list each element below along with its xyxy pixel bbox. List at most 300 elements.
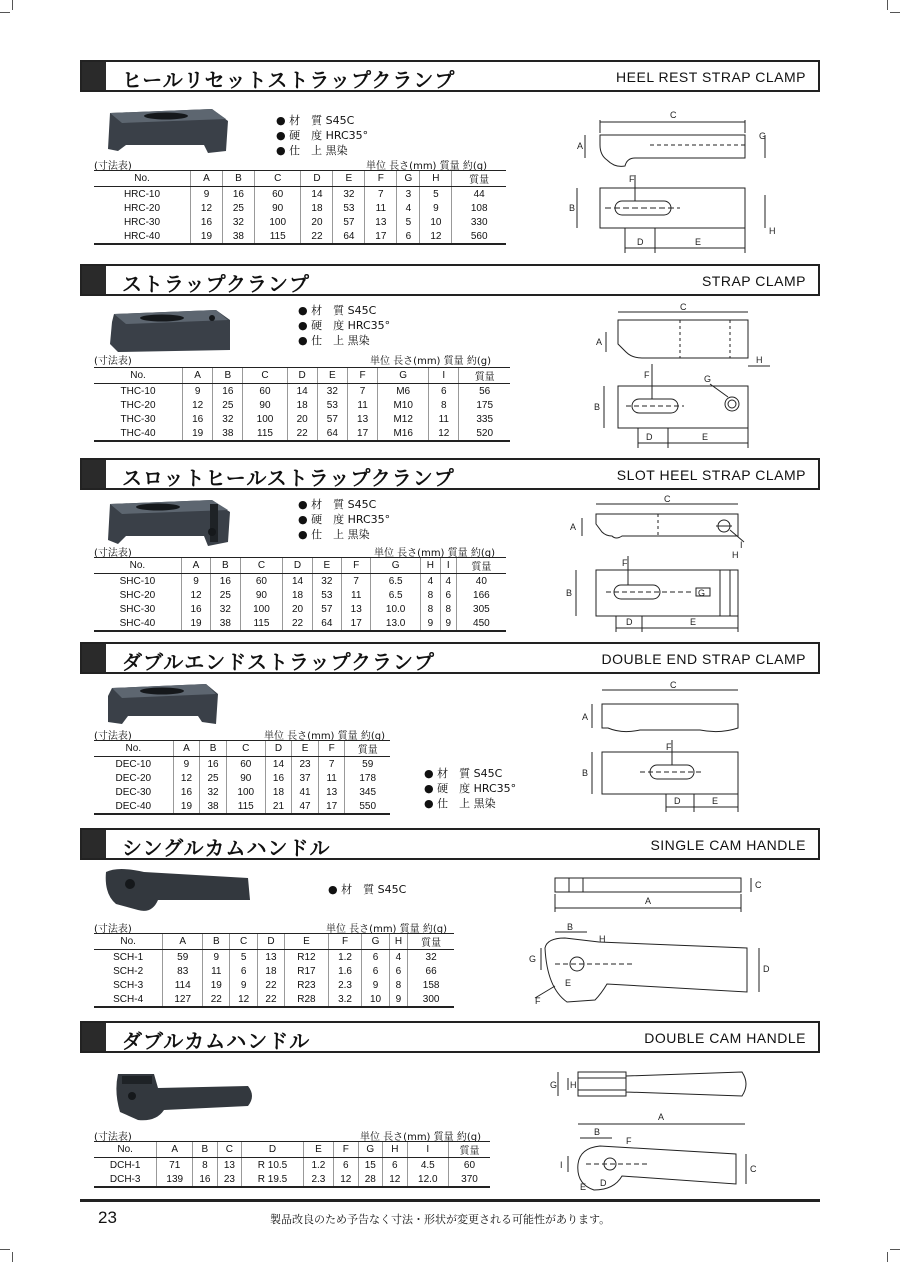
svg-text:B: B [567,922,574,932]
svg-text:D: D [674,796,681,806]
table-cell: 18 [257,964,284,978]
table-cell: 345 [345,785,390,799]
table-cell: 11 [318,771,345,785]
table-cell: 9 [230,978,257,992]
table-cell: 59 [163,950,203,965]
spec-finish: ● 仕 上 黒染 [298,334,370,347]
table-cell: 83 [163,964,203,978]
table-cell: 64 [312,616,341,631]
table-header-row [94,171,506,187]
column-header: H [389,934,408,950]
column-header: E [317,368,347,384]
table-cell: 19 [191,229,223,244]
column-header: 質量 [408,934,454,950]
column-header: B [200,741,227,757]
table-cell: 450 [456,616,506,631]
table-cell: 59 [345,757,390,772]
column-header: E [292,741,319,757]
table-cell: 8 [389,978,408,992]
table-cell: 12 [183,398,213,412]
column-header: No. [94,934,163,950]
table-cell: 25 [211,588,240,602]
dimension-table-hrc [94,170,506,245]
table-cell: 11 [347,398,377,412]
table-row [94,426,510,441]
table-cell: 335 [459,412,510,426]
spec-finish: ● 仕 上 黒染 [276,144,348,157]
table-cell: 13 [342,602,371,616]
table-cell: 5 [420,187,452,202]
table-cell: 108 [452,201,506,215]
unit-note: 単位 長さ(mm) 質量 約(g) [366,161,487,172]
table-cell: 22 [283,616,312,631]
table-cell: 16 [200,757,227,772]
table-cell: R 10.5 [242,1158,304,1173]
drawing-double-cam [540,1060,775,1196]
table-cell: 100 [243,412,287,426]
table-cell: 10.0 [371,602,421,616]
table-cell: 60 [254,187,301,202]
table-cell: 1.2 [328,950,362,965]
table-row [94,785,390,799]
table-cell: 66 [408,964,454,978]
header-marker [82,644,106,672]
table-cell: 100 [254,215,301,229]
table-cell: 57 [333,215,365,229]
table-cell: 550 [345,799,390,814]
table-cell: 520 [459,426,510,441]
table-header-row [94,368,510,384]
svg-text:B: B [566,588,573,598]
column-header: H [420,171,452,187]
table-cell: 7 [318,757,345,772]
section-title-en: SINGLE CAM HANDLE [650,837,806,853]
table-cell: SCH-4 [94,992,163,1007]
table-cell: DEC-20 [115,772,152,784]
table-cell: 64 [333,229,365,244]
table-row [94,950,454,965]
table-cell: 127 [163,992,203,1007]
table-cell: 6 [429,384,459,399]
table-cell: M12 [378,412,429,426]
svg-text:F: F [629,174,635,184]
svg-text:E: E [702,432,709,442]
table-cell: 19 [173,799,200,814]
column-header: 質量 [459,368,510,384]
table-cell: 9 [191,187,223,202]
section-header-strap [80,264,820,296]
table-row [94,1158,490,1173]
column-header: B [193,1142,218,1158]
svg-text:F: F [644,370,650,380]
table-cell: 12 [429,426,459,441]
table-cell: 6 [383,1158,408,1173]
table-cell: 560 [452,229,506,244]
table-cell: 16 [183,412,213,426]
table-cell: 6 [362,950,389,965]
svg-text:A: A [658,1112,665,1122]
unit-note: 単位 長さ(mm) 質量 約(g) [264,731,385,742]
table-cell: DCH-1 [109,1159,141,1171]
table-cell: 115 [243,426,287,441]
column-header: D [257,934,284,950]
table-cell: 13 [365,215,397,229]
column-header: B [213,368,243,384]
table-cell: 20 [287,412,317,426]
table-cell: 19 [203,978,230,992]
table-cell: 22 [287,426,317,441]
spec-hardness: ● 硬 度 HRC35° [298,513,391,526]
table-cell: 139 [157,1172,193,1187]
drawing-strap [580,300,780,455]
svg-text:E: E [690,617,697,627]
table-cell: 18 [265,785,292,799]
table-cell: 90 [243,398,287,412]
table-cell: 41 [292,785,319,799]
column-header: C [240,558,283,574]
table-cell: 3.2 [328,992,362,1007]
table-cell: 6 [362,964,389,978]
table-cell: 8 [420,602,440,616]
table-cell: 11 [365,201,397,215]
column-header: A [183,368,213,384]
svg-text:F: F [626,1136,632,1146]
table-cell: 9 [440,616,456,631]
table-cell: 71 [157,1158,193,1173]
table-cell: SCH-1 [113,951,144,963]
section-header-double-cam [80,1021,820,1053]
column-header: D [283,558,312,574]
table-cell: 64 [317,426,347,441]
table-cell: 13 [347,412,377,426]
table-cell: 11 [342,588,371,602]
table-cell: 5 [397,215,420,229]
section-title-en: SLOT HEEL STRAP CLAMP [616,467,806,483]
table-cell: 60 [243,384,287,399]
section-header-slot-heel [80,458,820,490]
section-title-jp: スロットヒールストラップクランプ [122,466,455,490]
column-header: E [303,1142,333,1158]
table-row [94,412,510,426]
table-cell: 6.5 [371,588,421,602]
table-label: (寸法表) [94,548,132,559]
svg-text:D: D [637,237,644,247]
svg-text:A: A [596,337,603,347]
table-cell: 19 [183,426,213,441]
table-cell: 32 [211,602,240,616]
column-header: F [318,741,345,757]
table-cell: 6 [440,588,456,602]
section-title-jp: シングルカムハンドル [122,836,331,860]
table-cell: R17 [285,964,329,978]
table-row [94,1172,490,1187]
table-cell: DEC-30 [115,786,152,798]
table-cell: R12 [285,950,329,965]
table-cell: 17 [347,426,377,441]
table-cell: 12 [181,588,210,602]
spec-list [298,497,390,542]
spec-hardness: ● 硬 度 HRC35° [298,319,391,332]
column-header: 質量 [448,1142,490,1158]
table-cell: DEC-10 [115,758,152,770]
product-photo-strap [104,306,234,358]
table-cell: DEC-40 [94,799,173,814]
svg-text:H: H [599,934,606,944]
header-marker [82,266,106,294]
table-cell: 60 [240,574,283,589]
table-cell: 60 [226,757,265,772]
table-cell: 53 [312,588,341,602]
table-cell: 100 [240,602,283,616]
table-cell: 60 [448,1158,490,1173]
table-cell: 166 [456,588,506,602]
table-cell: 90 [254,201,301,215]
svg-text:G: G [698,588,706,598]
table-cell: 32 [333,187,365,202]
spec-material: ● 材 質 S45C [276,114,355,127]
table-cell: 14 [283,574,312,589]
svg-text:I: I [740,540,743,550]
section-header-heel-rest [80,60,820,92]
table-cell: 25 [222,201,254,215]
table-cell: 6 [397,229,420,244]
drawing-heel-rest [555,100,785,260]
svg-text:C: C [750,1164,757,1174]
table-cell: SHC-10 [119,575,156,587]
spec-list [328,882,406,897]
column-header: C [230,934,257,950]
table-header-row [94,934,454,950]
table-cell: 18 [301,201,333,215]
unit-note: 単位 長さ(mm) 質量 約(g) [360,1132,481,1143]
table-row [94,602,506,616]
table-cell: 17 [365,229,397,244]
column-header: E [312,558,341,574]
section-title-jp: ダブルカムハンドル [122,1029,311,1053]
column-header: B [222,171,254,187]
table-cell: 16 [181,602,210,616]
table-cell: 9 [181,574,210,589]
table-cell: 14 [287,384,317,399]
drawing-single-cam [515,866,775,1014]
spec-list [424,766,516,811]
column-header: G [397,171,420,187]
table-cell: 4 [397,201,420,215]
svg-text:G: G [550,1080,558,1090]
column-header: F [342,558,371,574]
table-cell: 12 [383,1172,408,1187]
table-cell: 4 [420,574,440,589]
spec-material: ● 材 質 S45C [424,767,503,780]
section-title-jp: ヒールリセットストラップクランプ [122,68,456,92]
table-cell: 12 [333,1172,358,1187]
table-cell: 38 [213,426,243,441]
table-cell: 32 [408,950,454,965]
table-row [94,229,506,244]
product-photo-slot-heel [100,496,236,550]
table-cell: SCH-3 [113,979,144,991]
table-label: (寸法表) [94,731,132,742]
table-cell: 53 [333,201,365,215]
spec-material: ● 材 質 S45C [298,304,377,317]
table-cell: 16 [193,1172,218,1187]
table-cell: 57 [317,412,347,426]
table-cell: 4.5 [407,1158,448,1173]
column-header: G [358,1142,383,1158]
table-cell: 20 [283,602,312,616]
table-cell: 32 [200,785,227,799]
table-cell: 25 [213,398,243,412]
table-cell: SHC-20 [119,589,156,601]
table-cell: 6 [333,1158,358,1173]
spec-finish: ● 仕 上 黒染 [424,797,496,810]
table-cell: 12 [173,771,200,785]
svg-text:D: D [600,1178,607,1188]
section-header-single-cam [80,828,820,860]
table-cell: 9 [203,950,230,965]
column-header: H [383,1142,408,1158]
table-cell: HRC-40 [94,229,191,244]
table-row [94,384,510,399]
header-marker [82,1023,106,1051]
table-row [94,616,506,631]
column-header: No. [94,1142,157,1158]
svg-text:E: E [565,978,572,988]
table-cell: 3 [397,187,420,202]
table-row [94,978,454,992]
table-cell: 178 [345,771,390,785]
unit-note: 単位 長さ(mm) 質量 約(g) [374,548,495,559]
table-cell: 17 [318,799,345,814]
column-header: G [362,934,389,950]
table-label: (寸法表) [94,924,132,935]
svg-text:F: F [535,996,541,1006]
table-cell: 12 [420,229,452,244]
svg-text:I: I [560,1160,563,1170]
spec-hardness: ● 硬 度 HRC35° [276,129,369,142]
footer-rule [80,1199,820,1202]
unit-note: 単位 長さ(mm) 質量 約(g) [326,924,447,935]
table-cell: 8 [193,1158,218,1173]
table-cell: 100 [226,785,265,799]
section-title-en: DOUBLE END STRAP CLAMP [601,651,806,667]
table-header-row [94,558,506,574]
table-cell: 115 [226,799,265,814]
table-cell: 6 [230,964,257,978]
table-cell: 10 [362,992,389,1007]
table-cell: 12.0 [407,1172,448,1187]
table-row [94,757,390,772]
table-cell: 28 [358,1172,383,1187]
table-cell: 53 [317,398,347,412]
table-cell: 32 [317,384,347,399]
table-row [94,964,454,978]
product-photo-single-cam [100,862,256,916]
unit-note: 単位 長さ(mm) 質量 約(g) [370,356,491,367]
table-cell: SHC-40 [94,616,181,631]
table-cell: 57 [312,602,341,616]
table-cell: 9 [362,978,389,992]
svg-text:C: C [670,680,677,690]
table-cell: 5 [230,950,257,965]
svg-text:E: E [580,1182,587,1192]
table-cell: 21 [265,799,292,814]
table-cell: 14 [265,757,292,772]
column-header: H [420,558,440,574]
table-cell: 8 [440,602,456,616]
svg-text:C: C [670,110,677,120]
product-photo-double-end [102,682,222,730]
table-cell: 2.3 [303,1172,333,1187]
table-cell: 38 [200,799,227,814]
column-header: D [265,741,292,757]
table-cell: 15 [358,1158,383,1173]
table-cell: 22 [257,992,284,1007]
svg-text:B: B [594,1127,601,1137]
column-header: A [163,934,203,950]
svg-text:H: H [732,550,739,560]
column-header: A [157,1142,193,1158]
svg-text:A: A [577,141,584,151]
table-header-row [94,741,390,757]
table-cell: 56 [459,384,510,399]
svg-text:C: C [664,494,671,504]
column-header: G [378,368,429,384]
svg-text:B: B [582,768,589,778]
table-cell: 90 [226,771,265,785]
column-header: A [191,171,223,187]
table-cell: 13 [217,1158,242,1173]
svg-text:G: G [704,374,712,384]
svg-text:F: F [666,742,672,752]
table-cell: 9 [420,616,440,631]
column-header: E [285,934,329,950]
column-header: I [407,1142,448,1158]
dimension-table-shc [94,557,506,632]
table-row [94,771,390,785]
table-cell: HRC-20 [123,202,161,214]
table-cell: R28 [285,992,329,1007]
table-row [94,201,506,215]
table-row [94,398,510,412]
table-cell: 4 [440,574,456,589]
table-cell: THC-10 [120,385,156,397]
table-cell: 114 [163,978,203,992]
section-header-double-end [80,642,820,674]
table-cell: THC-30 [120,413,156,425]
table-cell: 7 [347,384,377,399]
spec-list [298,303,390,348]
table-cell: 32 [222,215,254,229]
table-cell: 13 [318,785,345,799]
table-cell: 7 [342,574,371,589]
column-header: No. [94,558,181,574]
column-header: C [226,741,265,757]
column-header: 質量 [456,558,506,574]
table-cell: 11 [429,412,459,426]
table-cell: 16 [265,771,292,785]
table-cell: 22 [203,992,230,1007]
table-cell: THC-40 [94,426,183,441]
table-row [94,215,506,229]
table-cell: 158 [408,978,454,992]
svg-text:G: G [529,954,537,964]
table-cell: 17 [342,616,371,631]
svg-text:A: A [582,712,589,722]
svg-text:G: G [759,131,767,141]
column-header: 質量 [452,171,506,187]
table-cell: 40 [456,574,506,589]
